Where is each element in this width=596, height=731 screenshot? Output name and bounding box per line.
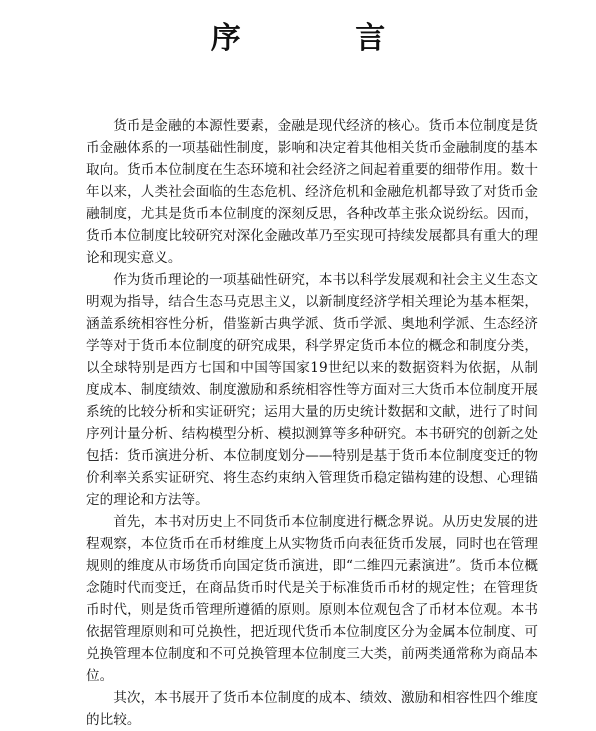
paragraph: 其次，本书展开了货币本位制度的成本、绩效、激励和相容性四个维度的比较。 xyxy=(86,690,538,728)
paragraph: 首先，本书对历史上不同货币本位制度进行概念界说。从历史发展的进程观察，本位货币在币材维度上从实物货币向表征货币发展，同时也在管理规则的维度从市场货币向国定货币演进，即“二维四元素演进”。货币本位概念随时代而变迁，在商品货币时代是关于标准货币币材的规定性；在管理货币时代，则是货币管理所遵循的原则。原则本位观包含了币材本位观。本书依据管理原则和可兑换性，把近现代货币本位制度区分为金属本位制度、可兑换管理本位制度和不可兑换管理本位制度三大类，前两类通常称为商品本位。 xyxy=(86,514,538,684)
preface-body xyxy=(86,115,538,731)
page-title: 序 言 xyxy=(210,21,438,57)
paragraph: 作为货币理论的一项基础性研究，本书以科学发展观和社会主义生态文明观为指导，结合生态马克思主义，以新制度经济学相关理论为基本框架，涵盖系统相容性分析，借鉴新古典学派、货币学派、奥地利学派、生态经济学等对于货币本位制度的研究成果，科学界定货币本位的概念和制度分类，以全球特别是西方七国和中国等国家19世纪以来的数据资料为依据，从制度成本、制度绩效、制度激励和系统相容性等方面对三大货币本位制度开展系统的比较分析和实证研究；运用大量的历史统计数据和文献，进行了时间序列计量分析、结构模型分析、模拟测算等多种研究。本书研究的创新之处包括：货币演进分析、本位制度划分——特别是基于货币本位制度变迁的物价利率关系实证研究、将生态约束纳入管理货币稳定锚构建的设想、心理锚定的理论和方法等。 xyxy=(86,272,538,508)
paragraph: 货币是金融的本源性要素，金融是现代经济的核心。货币本位制度是货币金融体系的一项基础性制度，影响和决定着其他相关货币金融制度的基本取向。货币本位制度在生态环境和社会经济之间起着重要的细带作用。数十年以来，人类社会面临的生态危机、经济危机和金融危机都导致了对货币金融制度，尤其是货币本位制度的深刻反思，各种改革主张众说纷纭。因而，货币本位制度比较研究对深化金融改革乃至实现可持续发展都具有重大的理论和现实意义。 xyxy=(86,118,538,266)
